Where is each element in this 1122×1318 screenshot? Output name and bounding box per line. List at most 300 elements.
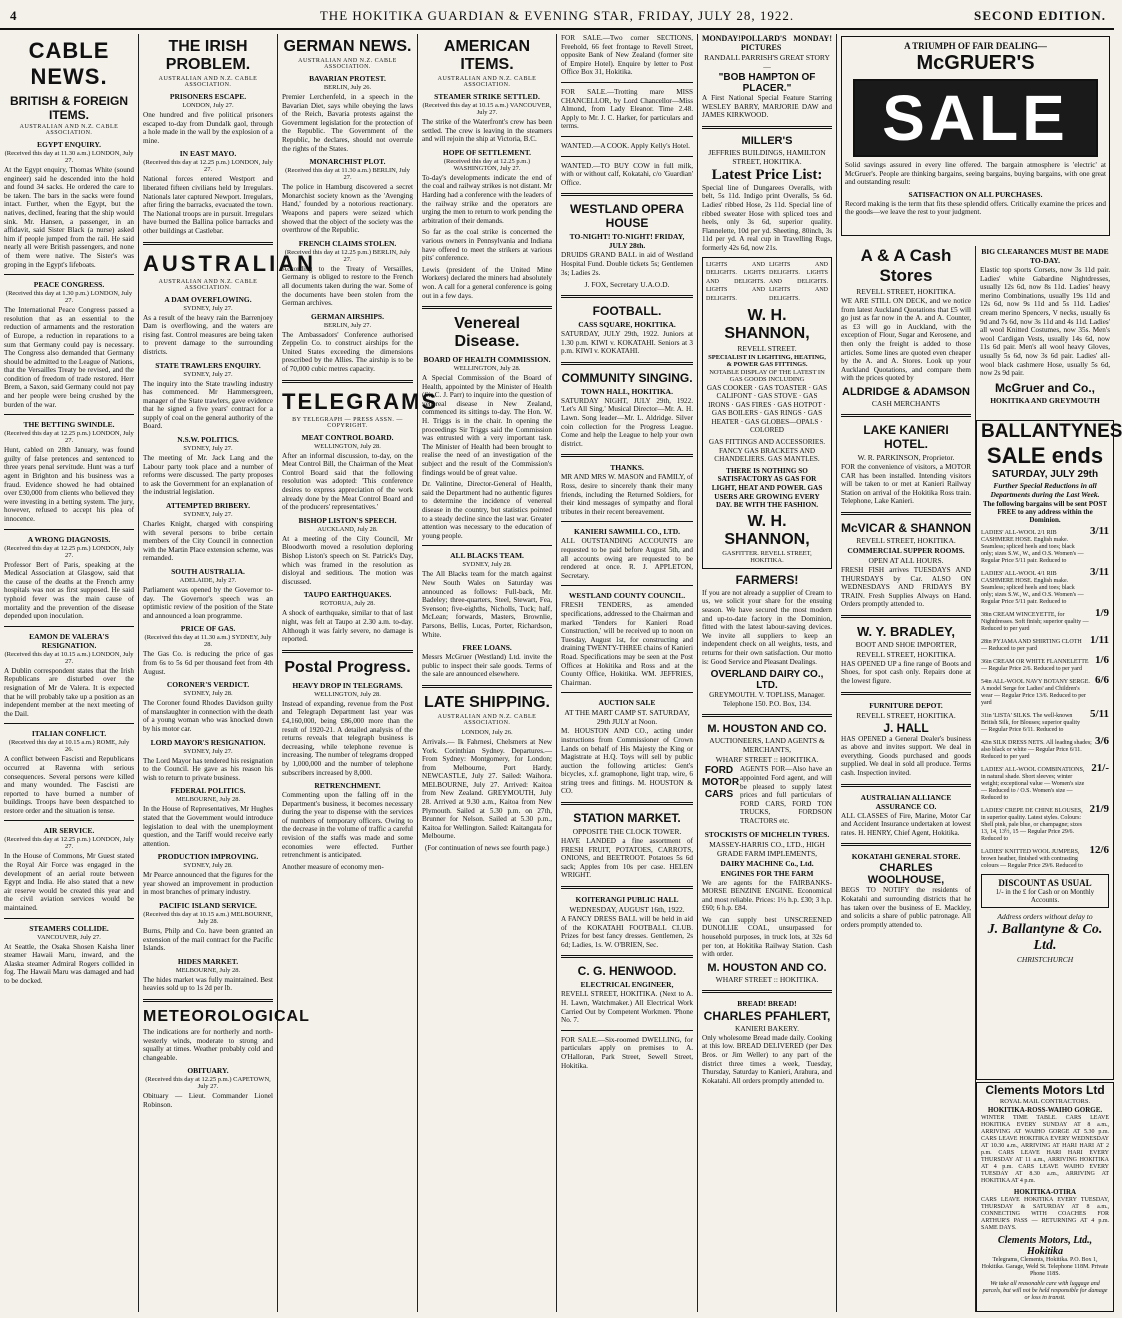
ad-body: We can supply best UNSCREENED DUNOLLIE COAL, unsurpassed for household purposes, in truck lots, at 32s 6d per ton, at Hokitika Railway Station. Cash with order.: [702, 915, 832, 959]
ad-body: A First National Special Feature Starring WESLEY BARRY, MARJORIE DAW and JAMES KIRKWOOD.: [702, 94, 832, 120]
newspaper-title: THE HOKITIKA GUARDIAN & EVENING STAR, FRIDAY, JULY 28, 1922.: [319, 8, 795, 23]
article-heading: ITALIAN CONFLICT.: [31, 729, 107, 739]
article-body: Commenting upon the falling off in the Department's business, it becomes necessary during the year to dispense with the services of numbers of temporary officers. Owing to the decrease in the volume of traffic a careful revision of the staffs was made and some economies were effected. Further retrenchment is anticipated.: [282, 791, 413, 860]
ad-body: If you are not already a supplier of Cream to us, we solicit your share for the ensuing season. We have secured the most modern and up-to-date factory in the Dominion, fitted with the latest labour-saving devices. We invite all suppliers to keep an independent check on all weights, tests, and returns for their own satisfaction. Our motto is: Good Service and Pleasant Dealings.: [702, 588, 832, 666]
ad-subtitle: COMMERCIAL SUPPER ROOMS.: [847, 545, 965, 555]
ad-title: BALLANTYNES: [981, 421, 1122, 442]
ad-subtitle: ROYAL MAIL CONTRACTORS.: [999, 1098, 1091, 1105]
ad-subtitle: AUCTIONEERS, LAND AGENTS & MERCHANTS,: [709, 736, 825, 755]
article-body: The indications are for northerly and north-westerly winds, moderate to strong and squally at times. Weather probably cold and changeable.: [143, 1028, 273, 1062]
ad-date: SATURDAY, JULY 29th: [991, 469, 1099, 480]
ad-title: W. H. SHANNON,: [724, 512, 810, 548]
ad-body: LIGHTS AND DELIGHTS. LIGHTS AND DELIGHTS. LIGHTS AND DELIGHTS.: [706, 261, 765, 302]
divider: [561, 82, 693, 83]
ad-body: Elastic top sports Corsets, now 3s 11d pair. Ladies' white Gabardine Nightdresses, usually 12s 6d, now 8s 11d. Ladies' heavy merino Combinations, usually 19s 11d and 12s 6d, now 9s 11d and 5s 11d. Ladies' cream merino Spencers, V necks, usually 6s 9d and 7s 6d, now 3s 11d and 4s 11d. Ladies' all wool Knitted Costumes, now 35s. Men's wool Cardigan Vests, usually 14s 6d, now 11s 6d pair. Men's all wool heavy Gloves, usually 5s 6d, now 3s 6d pair. Ladies' all-wool black cashmere Hose, usually 5s 6d, now 2s 9d pair.: [980, 266, 1110, 378]
ad-title: FARMERS!: [735, 572, 799, 587]
ad-title: AUCTION SALE: [598, 698, 656, 708]
ad-subtitle: REVELL STREET, HOKITIKA.: [856, 710, 956, 720]
ad-title: W. Y. BRADLEY,: [856, 623, 955, 639]
ad-subtitle: Further Special Reductions in all Departments during the Last Week.: [990, 481, 1100, 499]
article-body: Obituary — Lieut. Commander Lionel Robinson.: [143, 1092, 273, 1109]
ad-body: AGENTS FOR—Also have an appointed Ford agent, and will be pleased to supply latest prices and full particulars of FORD CARS, FORD TON TRUCKS, FORDSON TRACTORS etc.: [740, 765, 832, 825]
section-title: Postal Progress.: [284, 658, 411, 676]
ad-body: A FANCY DRESS BALL will be held in aid of the KOKATAHI FOOTBALL CLUB. Prizes for best fancy dresses. Gentlemen, 2s 6d; Ladies, 1s. W. O'BRIEN, Sec.: [561, 915, 693, 949]
ad-body: Record making is the term that fits these splendid offers. Critically examine the prices and the goods—we leave the rest to your judgment.: [845, 199, 1106, 217]
classified-ad: FOR SALE.—Two corner SECTIONS, Freehold, 66 feet frontage to Revell Street, opposite Bank of New Zealand (former site of Empire Hotel). Enquire by letter to Post Office Box 31, Hokitika.: [561, 34, 693, 77]
article-heading: A WRONG DIAGNOSIS.: [27, 534, 111, 544]
bargain-item: [981, 568, 1109, 606]
classified-ad: FOR SALE.—Six-roomed DWELLING, for particulars apply on premises to A. O'Halloran, Park Street, Sewell Street, Hokitika.: [561, 1035, 693, 1070]
edition-label: SECOND EDITION.: [973, 8, 1106, 23]
shannon-ad: [702, 257, 832, 569]
ad-subtitle: HOKITIKA-ROSS-WAIHO GORGE.: [987, 1106, 1103, 1114]
divider: [841, 414, 971, 417]
ad-body: Solid savings assured in every line offered. The bargain atmosphere is 'electric' at McGruer's. People are thinking bargains, seeing bargains, buying bargains, with one great and outstanding result:: [845, 161, 1106, 187]
article-heading: AIR SERVICE.: [43, 826, 95, 836]
ad-subtitle: WHARF STREET :: HOKITIKA.: [715, 755, 819, 765]
column-american-items: [418, 34, 557, 1312]
classified-ad: FOR SALE.—Trotting mare MISS CHANCELLOR, by Lord Chancellor—Miss Almond, from Lady Eleanor. Time 2.48. Apply to Mr. J. C. Harker, for particulars and terms.: [561, 87, 693, 131]
ad-body: Telegrams, Clements, Hokitika. P.O. Box 1, Hokitika. Garage, Weld St. Telephone 118M. Private Phone 118S.: [981, 1257, 1109, 1277]
ad-subtitle: ELECTRICAL ENGINEER,: [580, 980, 674, 990]
dateline: (Received this day at 10.15 a.m.) VANCOUVER, July 27.: [422, 102, 552, 116]
ad-title: THANKS.: [610, 463, 644, 473]
ad-title: MILLER'S: [741, 134, 793, 147]
dateline: (Received this day at 10.15 a.m.) MELBOURNE, July 28.: [143, 911, 273, 926]
divider: [4, 820, 134, 821]
section-subtitle: BRITISH & FOREIGN ITEMS.: [9, 94, 128, 122]
article-body: At Seattle, the Osaka Shosen Kaisha liner steamer Hawaii Maru, inward, and the Alaska steamer Admiral Rogers collided in fog. The Hawaii Maru was damaged and had to be docked.: [4, 942, 134, 985]
ad-body: DRUIDS GRAND BALL in aid of Westland Hospital Fund. Double tickets 5s; Gentlemen 3s; Ladies 2s.: [561, 251, 693, 277]
bargain-item: [981, 805, 1109, 843]
dateline: SYDNEY, July 27.: [183, 304, 233, 312]
dateline: (Received this day at 12.25 p.m.) LONDON, July 27.: [4, 836, 134, 851]
bargain-price: 1/6: [1094, 654, 1109, 666]
clements-logo: Clements Motors, Ltd., Hokitika: [997, 1235, 1093, 1257]
article-heading: LORD MAYOR'S RESIGNATION.: [150, 737, 266, 747]
article-heading: PRICE OF GAS.: [180, 624, 236, 634]
dateline: (Received this day at 12.25 p.m.) WASHINGTON, July 27.: [443, 157, 531, 172]
section-title: THE IRISH PROBLEM.: [165, 38, 251, 73]
ad-subtitle: RANDALL PARRISH'S GREAT STORY—: [704, 53, 830, 71]
section-title: AUSTRALIAN: [143, 250, 316, 276]
dateline: (Received this day at 10.15 a.m.) ROME, July 26.: [8, 739, 130, 754]
article-heading: RETRENCHMENT.: [314, 781, 381, 791]
ad-body: FOR the convenience of visitors, a MOTOR CAR has been installed. Intending visitors will be taken to or met at Kanieri Railway Station on arrival of the Hokitika Ross train. Telephone, Lake Kanieri.: [841, 462, 971, 506]
article-heading: GERMAN AIRSHIPS.: [311, 311, 384, 321]
bargain-item: [981, 737, 1109, 761]
dateline: SYDNEY, July 27.: [183, 747, 233, 755]
divider: [4, 274, 134, 275]
article-heading: ATTEMPTED BRIBERY.: [166, 501, 250, 511]
ad-subtitle: WEDNESDAY, AUGUST 16th, 1922.: [569, 905, 685, 915]
dateline: (Received this day at 1.30 p.m.) LONDON, July 27.: [5, 290, 133, 305]
article-heading: EGYPT ENQUIRY.: [37, 140, 101, 149]
article-body: The Ambassadors' Conference authorised Zeppelin Co. to construct airships for the United States exceeding the dimensions prescribed by the Allies. The airship is to be of 70,000 cubic metres capacity.: [282, 330, 413, 374]
film-title: "BOB HAMPTON OF PLACER.": [718, 72, 816, 94]
article-heading: THE BETTING SWINDLE.: [23, 420, 115, 430]
article-body: Instead of expanding, revenue from the Post and Telegraph Department last year was £4,160,000, being £86,000 more than the result of 1920-21. A detailed analysis of the returns reveals that telegraph business is decreasing, while telephone revenue is increasing. The number of telegrams dropped by 1,000,000 and the number of telephone subscribers increased by 8,000.: [282, 699, 413, 777]
divider: [702, 714, 832, 717]
article-body: National forces entered Westport and liberated fifteen civilians held by Irregulars. Nationals later captured Newport. Irregulars, after firing the barracks, evacuated the town. The National troops are in pursuit. Irregulars have burned the Ballina police barracks and other buildings at Castlebar.: [143, 175, 273, 235]
ad-subtitle: BREAD! BREAD!: [737, 998, 797, 1008]
ad-title: WESTLAND OPERA HOUSE: [570, 202, 684, 231]
bargain-item: [981, 764, 1109, 802]
divider: [561, 692, 693, 693]
divider: [841, 843, 971, 846]
article-body: In the House of Commons, Mr Guest stated the Royal Air Force was engaged in the development of an aerial route between Egypt and India. He also stated that a new air reserve would be created this year and the civil aviation services would be maintained.: [4, 852, 134, 913]
bargain-item: [981, 846, 1109, 870]
article-heading: BOARD OF HEALTH COMMISSION.: [423, 355, 551, 365]
article-body: A conflict between Fascisti and Republicans occurred at Ravenna with serious consequences. Several persons were killed and many wounded. The Fascisti are reported to have burned a number of buildings. Troops have been despatched to restore order and the situation is tense.: [4, 755, 134, 815]
article-body: Mr Pearce announced that the figures for the year showed an improvement in production in most branches of primary industry.: [143, 871, 273, 897]
ad-body: THERE IS NOTHING SO SATISFACTORY AS GAS FOR LIGHT, HEAT AND POWER. GAS USERS ARE GROWING EVERY DAY. BE WITH THE FASHION.: [711, 466, 823, 510]
article-heading: FREE LOANS.: [462, 643, 512, 653]
classified-ad: WANTED.—TO BUY COW in full milk, with or without calf, Kokatahi, c/o 'Guardian' Office.: [561, 161, 693, 187]
dateline: (Received this day at 11.30 a.m.) BERLIN, July 27.: [285, 167, 410, 182]
dateline: SYDNEY, July 28.: [462, 561, 512, 569]
divider: [143, 999, 273, 1002]
ad-title: McVICAR & SHANNON: [841, 520, 972, 535]
continuation-note: (For continuation of news see fourth page.): [424, 844, 550, 853]
pictures-header: [702, 34, 832, 52]
bargain-item: [981, 710, 1109, 734]
divider: [561, 521, 693, 522]
ad-subtitle: OPEN AT ALL HOURS.: [868, 555, 944, 565]
ad-body: ALL CLASSES of Fire, Marine, Motor Car and Accident Insurance undertaken at lowest rates. H. HENRY, Chief Agent, Hokitika.: [841, 811, 971, 837]
bargain-price: 5/11: [1090, 708, 1109, 720]
ad-title: FURNITURE DEPOT.: [869, 700, 943, 710]
article-body: At the Egypt enquiry, Thomas White (sound engineer) said he descended into the hold and found 34 sacks. He ordered the care to be taken. The bars in the sacks were found intact. Further, when the Egypt, but the natives, declined, fearing that the ship would sink. Mr. Hansen, a passenger, in an affidavit, said Sister Black (a nurse) asked him if people jumped from the rail. He said nearly all were British passengers, and none of them were native. The Sister's was groping in the Egypt's lifeboats.: [4, 166, 134, 269]
dateline: WELLINGTON, July 28.: [314, 690, 381, 698]
divider: [561, 886, 693, 889]
ad-subtitle: AT THE MART CAMP ST. SATURDAY, 29th JULY at Noon.: [564, 708, 690, 727]
article-heading: CORONER'S VERDICT.: [166, 680, 250, 690]
association-line: BY TELEGRAPH — PRESS ASSN. — COPYRIGHT.: [292, 416, 403, 429]
divider: [4, 723, 134, 724]
ad-subtitle: DAIRY MACHINE Co., Ltd.: [720, 858, 814, 868]
sale-graphic: SALE: [853, 79, 1098, 157]
article-body: The Gas Co. is reducing the price of gas from 6s to 5s 6d per thousand feet from 4th August.: [143, 650, 273, 676]
ad-subtitle: Address orders without delay to: [997, 912, 1093, 921]
article-body: Burns, Philp and Co. have been granted an extension of the mail contract for the Pacific Islands.: [143, 927, 273, 953]
article-body: The meeting of Mr. Jack Lang and the Labour party took place and a number of reforms were discussed. The party proposes to ask the Government for an explanation of the industrial legislation.: [143, 454, 273, 497]
ad-day-label: MONDAY!: [702, 34, 741, 43]
divider: [282, 650, 413, 653]
ad-subtitle: SPECIALIST IN LIGHTING, HEATING, & POWER GAS FITTINGS.: [708, 353, 826, 368]
association-line: AUSTRALIAN AND N.Z. CABLE ASSOCIATION.: [19, 124, 119, 136]
divider: [282, 380, 413, 383]
ad-title: WESTLAND COUNTY COUNCIL.: [568, 591, 686, 601]
association-line: AUSTRALIAN AND N.Z. CABLE ASSOCIATION.: [158, 76, 258, 88]
divider: [4, 529, 134, 530]
divider: [422, 306, 552, 309]
article-heading: EAMON DE VALERA'S RESIGNATION.: [29, 631, 109, 650]
classified-ad: WANTED.—A COOK. Apply Kelly's Hotel.: [561, 141, 690, 150]
bargain-price: 12/6: [1089, 844, 1109, 856]
ad-subtitle: CASH MERCHANTS: [871, 398, 941, 408]
dateline: MELBOURNE, July 28.: [175, 796, 241, 804]
divider: [561, 193, 693, 196]
article-heading: STATE TRAWLERS ENQUIRY.: [155, 360, 261, 370]
ad-body: SATURDAY, JULY 29th, 1922. Juniors at 1.30 p.m. KIWI v. KOKATAHI. Seniors at 3 p.m. KIWI v. KOKATAHI.: [561, 330, 693, 356]
article-body: Professor Bert of Paris, speaking at the Medical Association at Glasgow, said that the cause of the deaths at the French army hospitals was not as first supposed. He said typhoid fever was the main cause of mortality and the prevention of the disease depended upon inoculation.: [4, 560, 134, 621]
article-heading: FRENCH CLAIMS STOLEN.: [298, 238, 397, 248]
divider: [561, 454, 693, 457]
bargain-price: 1/9: [1094, 607, 1109, 619]
article-body: In the House of Representatives, Mr Hughes stated that the Government would introduce legislation to deal with the unemployment question, and the Tariff would receive early attention.: [143, 805, 273, 848]
article-body: The hides market was fully maintained. Best heavies sold up to 1s 2d per lb.: [143, 975, 273, 993]
page-number: 4: [10, 8, 17, 23]
article-body: According to the Treaty of Versailles, Germany is obliged to restore to the French all documents taken during the war. Some of the documents have been stolen from the German archives.: [282, 264, 413, 308]
ad-title: CHARLES WOOLHOUSE,: [867, 862, 945, 887]
ad-title: KOITERANGI PUBLIC HALL: [575, 895, 679, 905]
dateline: (Received this day at 10.15 a.m.) LONDON, July 27.: [4, 650, 134, 665]
article-heading: PEACE CONGRESS.: [33, 280, 105, 290]
article-body: Parliament was opened by the Governor to-day. The Governor's speech was an optimistic review of the position of the State and announced a loan programme.: [143, 586, 273, 620]
association-line: AUSTRALIAN AND N.Z. CABLE ASSOCIATION.: [298, 58, 397, 70]
divider: [4, 626, 134, 627]
ad-body: GREYMOUTH. V. TOPLISS, Manager. Telephone 150. P.O. Box, 134.: [709, 691, 825, 708]
ad-title: OVERLAND DAIRY CO., LTD.: [710, 669, 824, 692]
dateline: WELLINGTON, July 28.: [453, 365, 521, 373]
ad-body: HAS OPENED UP a fine range of Boots and Shoes, for spot cash only. Repairs done at the lowest figure.: [841, 659, 971, 686]
dateline: (Received this day at 11.30 a.m.) LONDON, July 27.: [4, 150, 134, 164]
ad-body: Only wholesome Bread made daily. Cooking at this low. BREAD DELIVERED (per Dex Bros. or Jim Weller) to any part of the district three times a week, Tuesday, Thursday, Saturday to Kanieri, Arahura, and Kokatahi. All orders promptly attended to.: [702, 1033, 832, 1085]
divider: [841, 615, 971, 618]
bargain-description: LADIES' ALL-WOOL 2/1 RIB CASHMERE HOSE. English make. Seamless; spliced heels and toes; black only; sizes S.W., W., and O.S. Women's — Regular Price 5/11 pair. Reduced to: [981, 530, 1084, 564]
article-body: A Dublin correspondent states that the Irish Republicans are disturbed over the resignation of Mr de Valera. It is expected that he will probably take up a position as an independent member at the next meeting of the Dail.: [4, 666, 134, 718]
discount-box: [981, 874, 1109, 908]
article-body: At a meeting of the City Council, Mr Bloodworth moved a resolution deploring Bishop Liston's speech on St. Patrick's Day, which was framed in the resolution as disloyal and seditious. The motion was discussed.: [282, 534, 413, 586]
association-line: AUSTRALIAN AND N.Z. CABLE ASSOCIATION.: [437, 713, 537, 726]
masthead: [0, 6, 1114, 30]
bargain-description: LADIES' CREPE DE CHINE BLOUSES, in superior quality. Latest styles. Colours: Shell pink, pale blue, or champagne; sizes 13, 14, 13½, 15 — Regular Price 29/6. Reduced to: [981, 808, 1083, 842]
dateline: (Received this day at 12.25 p.m.) BERLIN, July 27.: [284, 248, 411, 263]
divider: [841, 784, 971, 787]
bargain-price: 3/6: [1094, 735, 1109, 747]
ad-body: LIGHTS AND DELIGHTS. LIGHTS AND DELIGHTS. LIGHTS AND DELIGHTS.: [769, 261, 828, 302]
article-heading: BAVARIAN PROTEST.: [309, 74, 386, 83]
ad-title: McGruer and Co.,: [994, 380, 1095, 395]
ad-body: REVELL STREET, HOKITIKA. (Next to A. H. Lawn, Watchmaker.) All Electrical Work Carried Out by Competent Workmen. 'Phone No. 7.: [561, 990, 693, 1025]
bargain-item: [981, 636, 1109, 653]
article-heading: PACIFIC ISLAND SERVICE.: [159, 901, 257, 911]
ad-title: A & A Cash Stores: [860, 246, 952, 285]
dateline: (Received this day at 12.25 p.m.) CAPETOWN, July 27.: [145, 1076, 271, 1091]
dateline: (Received this day at 11.30 a.m.) SYDNEY, July 28.: [144, 634, 272, 649]
article-heading: N.S.W. POLITICS.: [177, 435, 239, 445]
ad-subtitle: HOKITIKA-OTIRA: [1013, 1188, 1077, 1196]
article-body: So far as the coal strike is concerned the various owners in Pennsylvania and Indiana have offered to meet the strikers at various pits' conference.: [422, 228, 552, 263]
ad-title: J. HALL: [883, 720, 929, 735]
dateline: SYDNEY, July 27.: [183, 370, 233, 378]
article-heading: PRODUCTION IMPROVING.: [157, 852, 259, 862]
article-body: One hundred and five political prisoners escaped to-day from Dundalk gaol, through a hole made in the wall by the explosion of a mine.: [143, 111, 273, 145]
ad-body: CARS LEAVE HOKITIKA EVERY TUESDAY, THURSDAY & SATURDAY AT 8 a.m., CONNECTING WITH COACHES FOR ARTHUR'S PASS — RETURNING AT 4 p.m. SAME DAYS.: [981, 1197, 1109, 1231]
dateline: SYDNEY, July 28.: [183, 862, 233, 870]
article-body: Premier Lerchenfeld, in a speech in the Bavarian Diet, says while obeying the laws of the Reich, Bavaria protests against the Government legislation for the protection of the Republic. The Government of the Republic, he declares, should not overrule the rights of the States.: [282, 93, 413, 153]
article-heading: ALL BLACKS TEAM.: [450, 551, 524, 561]
divider: [561, 295, 693, 298]
divider: [143, 242, 273, 245]
ad-subtitle: TO-NIGHT! TO-NIGHT! FRIDAY, JULY 28th.: [569, 232, 685, 251]
column-small-ads: [557, 34, 698, 1312]
article-heading: TAUPO EARTHQUAKES.: [303, 590, 392, 600]
divider: [561, 585, 693, 586]
ad-subtitle: MASSEY-HARRIS CO., LTD., HIGH GRADE FARM IMPLEMENTS,: [709, 839, 825, 858]
ad-body: MR AND MRS W. MASON and FAMILY, of Ross, desire to sincerely thank their many friends, including the Returned Soldiers, for their kind messages of sympathy and floral tributes in their recent bereavement.: [561, 473, 693, 516]
article-heading: MONARCHIST PLOT.: [309, 157, 386, 167]
ad-body: WE ARE STILL ON DECK, and we notice from latest Auckland Quotations that £5 will go just as far now in the A. and A. Counter, as £3 will go in Auckland, with the exception of Flour, Sugar and Kerosene, and then only the freight is added to those articles. Some lines are quoted even cheaper by the A. and A. Stores. Look up your Auckland Quotations, and compare them with the prices quoted by: [841, 297, 971, 383]
ad-signature: GASFITTER. REVELL STREET, HOKITIKA.: [722, 549, 812, 564]
divider: [4, 414, 134, 415]
bargain-description: LADIES' KNITTED WOOL JUMPERS, brown heather, finished with contrasting colours — Regular Price 29/6. Reduced to: [981, 849, 1083, 869]
column-irish-australian: [139, 34, 316, 1312]
dateline: VANCOUVER, July 27.: [37, 933, 101, 941]
ad-subtitle: BIG CLEARANCES MUST BE MADE TO-DAY.: [981, 247, 1109, 265]
section-title: CABLE NEWS.: [28, 38, 110, 89]
ad-day-label: MONDAY!: [793, 34, 832, 43]
ad-title: CHARLES PFAHLERT,: [703, 1008, 831, 1023]
article-body: Lewis (president of the United Mine Workers) declared the miners had absolutely won. A call for a general conference is going out in a few days.: [422, 265, 552, 300]
article-body: Hunt, cabled on 28th January, was found guilty of false pretences and sentenced to three years penal servitude. Hunt was a turf agent in Brighton and his business was a fraud. Evidence showed he had obtained over £30,000 from clients who believed they were investing in a betting system. The jury, however, refused to accept his plea of innocence.: [4, 446, 134, 523]
ad-subtitle: STOCKISTS OF MICHELIN TYRES.: [704, 829, 830, 839]
divider: [561, 362, 693, 365]
ad-subtitle: WHARF STREET :: HOKITIKA.: [715, 974, 819, 984]
dateline: WELLINGTON, July 28.: [314, 442, 381, 450]
ad-body: GAS FITTINGS AND ACCESSORIES. FANCY GAS BRACKETS AND CHANDELIERS. GAS MANTLES.: [708, 438, 826, 464]
ad-title: POLLARD'S PICTURES: [740, 34, 787, 52]
section-title: GERMAN NEWS.: [283, 38, 412, 55]
ad-title: SALE ends: [986, 443, 1104, 468]
bargain-item: [981, 656, 1109, 673]
dateline: ADELAIDE, July 27.: [179, 577, 237, 584]
divider: [561, 1030, 693, 1031]
section-title: LATE SHIPPING.: [424, 693, 550, 711]
article-heading: SOUTH AUSTRALIA.: [171, 567, 245, 576]
ad-title: Latest Price List:: [711, 166, 823, 183]
ad-title: STATION MARKET.: [573, 811, 681, 826]
dateline: SYDNEY, July 28.: [183, 690, 233, 698]
ad-signature: J. FOX, Secretary U.A.O.D.: [584, 280, 670, 290]
ad-title: KOKATAHI GENERAL STORE.: [851, 852, 961, 862]
dateline: BERLIN, July 27.: [323, 321, 372, 329]
ad-subtitle: REVELL STREET, HOKITIKA.: [856, 535, 956, 545]
ad-subtitle: OPPOSITE THE CLOCK TOWER.: [572, 827, 682, 837]
article-heading: BISHOP LISTON'S SPEECH.: [298, 515, 397, 525]
ad-subtitle: KANIERI BAKERY.: [734, 1023, 800, 1033]
bargain-description: LADIES' ALL-WOOL COMBINATIONS, in natural shade. Short sleeves; winter weight; exceptional value — Women's size — Reduced to / O.S. Women's size — Reduced to: [981, 767, 1085, 801]
article-body: After an informal discussion, to-day, on the Meat Control Bill, the Chairman of the Meat Control Board said that the following resolution was adopted: 'This conference desires to express appreciation of the work already done by the Meat Control Board and of the producers' representatives.': [282, 451, 413, 512]
dateline: BERLIN, July 26.: [323, 84, 372, 91]
ad-title: ALDRIDGE & ADAMSON: [842, 385, 970, 398]
ad-subtitle: SATISFACTION ON ALL PURCHASES.: [908, 189, 1043, 199]
article-body: The police in Hamburg discovered a secret Monarchist society known as the 'Avenging Hand,' founded by a notorious reactionary. Weapons and papers were seized which showed that the object of the society was the overthrow of the Republic.: [282, 183, 413, 235]
article-body: Charles Knight, charged with conspiring with several persons to bribe certain members of the City Council in connection with the Martin Place extension scheme, was remanded.: [143, 520, 273, 563]
ad-body: FRESH TENDERS, as amended specifications, addressed to the Chairman and marked 'Tenders for Kanieri Road Construction,' will be received up to noon on Tuesday, August 1st, for constructing and draining TWENTY-THREE chains of Kanieri Road. Specifications may be seen at the Post Offices at Hokitika and Ross and at the County Office, Hokitika. WM. JEFFRIES, Chairman.: [561, 601, 693, 687]
divider: [422, 685, 552, 688]
ad-subtitle: W. R. PARKINSON, Proprietor.: [857, 452, 955, 462]
ad-title: FOOTBALL.: [592, 304, 662, 319]
ad-banner: A TRIUMPH OF FAIR DEALING—: [904, 41, 1047, 51]
bargain-description: 31in 'LISTA' SILKS. The well-known British Silk, for Blouses; superior quality — Regular Price 6/11. Reduced to: [981, 713, 1080, 733]
article-heading: MEAT CONTROL BOARD.: [301, 432, 394, 442]
ad-title: FORD MOTOR CARS: [702, 765, 740, 801]
ad-body: FRESH FISH arrives TUESDAYS AND THURSDAYS by Car. ALSO ON WEDNESDAYS AND FRIDAYS BY TRAIN. Fresh Supplies Always on Hand. Orders promptly attended to.: [841, 565, 971, 609]
ad-subtitle: HOKITIKA AND GREYMOUTH: [990, 395, 1100, 405]
ad-subtitle: NOTABLE DISPLAY OF THE LATEST IN GAS GOODS INCLUDING: [709, 368, 825, 383]
article-body: The International Peace Congress passed a resolution that as an essential to the reduction of armaments and the restoration of Europe, a reduction in reparations to a sum that Germany could pay is necessary. The Congress also demanded that Germany should be admitted to the League of Nations, that the Versailles Treaty be revised, and the condition of freedom of trade restored. Herr Brem, a Saxon, said Germany could not pay and her people were being crushed by the burden of the war.: [4, 306, 134, 409]
dateline: (Received this day at 12.25 p.m.) LONDON, July 27.: [4, 430, 134, 445]
article-heading: HIDES MARKET.: [177, 956, 239, 966]
article-heading: HEAVY DROP IN TELEGRAMS.: [292, 680, 403, 690]
article-body: The Lord Mayor has tendered his resignation to the Council. He gave as his reason his wish to return to private business.: [143, 756, 273, 782]
article-heading: IN EAST MAYO.: [179, 149, 237, 159]
mcgruer-sale-ad: [837, 34, 1114, 244]
ad-body: SATURDAY NIGHT, JULY 29th, 1922. 'Let's All Sing.' Musical Director—Mr. A. H. Lawn. Song leader—Mr. L. Aldridge. Silver coin collection for the Progress League. Come and help the League to help your own district.: [561, 396, 693, 448]
divider: [841, 692, 971, 695]
dateline: MELBOURNE, July 28.: [175, 966, 241, 974]
divider: [422, 545, 552, 546]
ad-body: HAS OPENED a General Dealer's business as above and invites support. We deal in everything. Goods purchased and goods supplied. We deal in sold all produce. Terms cash. Inspection invited.: [841, 734, 971, 778]
bargain-description: 54in ALL-WOOL NAVY BOTANY SERGE. A model Serge for Ladies' and Children's wear — Regular Price 13/6. Reduced to per yard: [981, 679, 1090, 706]
ad-subtitle: REVELL STREET, HOKITIKA.: [856, 649, 956, 659]
divider: [561, 156, 693, 157]
divider: [4, 918, 134, 919]
section-title: METEOROLOGICAL: [143, 1008, 310, 1026]
article-body: Dr. Valintine, Director-General of Health, said the Department had no authentic figures to determine the incidence of venereal disease in the country, but statistics pointed to a steady decline since the last war. Greater attention was necessary to the education of young people.: [422, 480, 552, 540]
divider: [702, 990, 832, 993]
dateline: LONDON, July 27.: [182, 102, 234, 109]
article-heading: PRISONERS ESCAPE.: [169, 92, 247, 101]
ad-subtitle: TOWN HALL, HOKITIKA.: [581, 386, 673, 396]
divider: [561, 955, 693, 958]
ad-subtitle: CASS SQUARE, HOKITIKA.: [578, 320, 676, 330]
ad-subtitle: The following bargains will be sent POST FREE to any address within the Dominion.: [982, 500, 1108, 524]
article-heading: HOPE OF SETTLEMENT.: [442, 147, 532, 157]
column-local-ads: [837, 246, 976, 1312]
bargain-item: [981, 609, 1109, 633]
divider: [702, 126, 832, 129]
dateline: (Received this day at 12.25 p.m.) LONDON, July 27.: [4, 544, 134, 559]
ballantynes-ad: [976, 420, 1122, 1080]
clements-motors-ad: [976, 1082, 1114, 1312]
bargain-price: 1/11: [1090, 634, 1109, 646]
ad-body: Special line of Dungarees Overalls, with belt, 5s 11d. Indigo print Overalls, 5s 6d. Ladies' ribbed Hose, 2s 11d. Special line of ribbed sweater Hose with spliced toes and heels, only 3s 6d, superior quality. Flannelette, 10d per yd. Sheeting, 80inch, 3s 11d per yd. A real cup in Travelling Rugs, formerly 42s 6d, now 21s.: [702, 183, 832, 252]
article-body: The strike of the Waterfront's crew has been settled. The crew is leaving in the steamers and will rejoin the ship at Victoria, B.C.: [422, 118, 552, 144]
article-body: A Special Commission of the Board of Health, appointed by the Minister of Health (Sir C. J. Parr) to inquire into the question of venereal disease in New Zealand, commenced its sittings to-day. The Hon. W. H. Triggs is in the chair. In opening the proceedings Sir Triggs said the Commission was entrusted with a very important task. The Minister of Health had been brought to realise the need of an investigation of the subject and the result of the Commission's findings would be of great value.: [422, 374, 552, 477]
article-heading: A DAM OVERFLOWING.: [164, 294, 252, 304]
ballantyne-logo: J. Ballantyne & Co. Ltd.: [987, 922, 1103, 953]
bargain-price: 3/11: [1090, 566, 1109, 578]
ad-subtitle: CHRISTCHURCH: [1016, 955, 1074, 964]
column-shop-ads: [698, 34, 837, 1312]
ad-title: M. HOUSTON AND CO.: [707, 723, 827, 736]
divider: [561, 802, 693, 805]
bargain-price: 3/11: [1090, 525, 1109, 537]
ad-title: W. H. SHANNON,: [724, 306, 810, 342]
ad-body: ALL OUTSTANDING ACCOUNTS are requested to be paid before August 5th, and all accounts owing are requested to be rendered at once. R. J. APPLETON, Secretary.: [561, 537, 693, 580]
dateline: LONDON, July 26.: [461, 728, 513, 736]
article-heading: FEDERAL POLITICS.: [170, 786, 246, 796]
article-body: Arrivals.— Ik Fahrnesi, Chelsmers at New York. Corinthian Sydney. Departures.— From Sydney: Montgomery, for London; from Melbourne, Port Hardy. NEWCASTLE, July 27. Sailed: Waihora. MELBOURNE, July 27. Arrived: Kaitoa from New Zealand. GREYMOUTH, July 28. Arrived at 9.30 a.m., Kaitoa from New Plymouth. Sailed at 5.30 p.m. on 27th, Brunner for Nelson. Sailed at 5.30 p.m., Kaitoa for Wellington. Sailed: Kaitangata for Melbourne.: [422, 737, 552, 841]
association-line: AUSTRALIAN AND N.Z. CABLE ASSOCIATION.: [158, 278, 258, 291]
ad-body: We take all reasonable care with luggage and parcels, but will not be held responsible for damage or loss in transit.: [982, 1281, 1108, 1301]
section-title: TELEGRAMS: [282, 388, 439, 414]
ad-subtitle: REVELL STREET, HOKITIKA.: [856, 287, 956, 296]
ad-body: 1/- in the £ for Cash or on Monthly Accounts.: [995, 888, 1095, 904]
